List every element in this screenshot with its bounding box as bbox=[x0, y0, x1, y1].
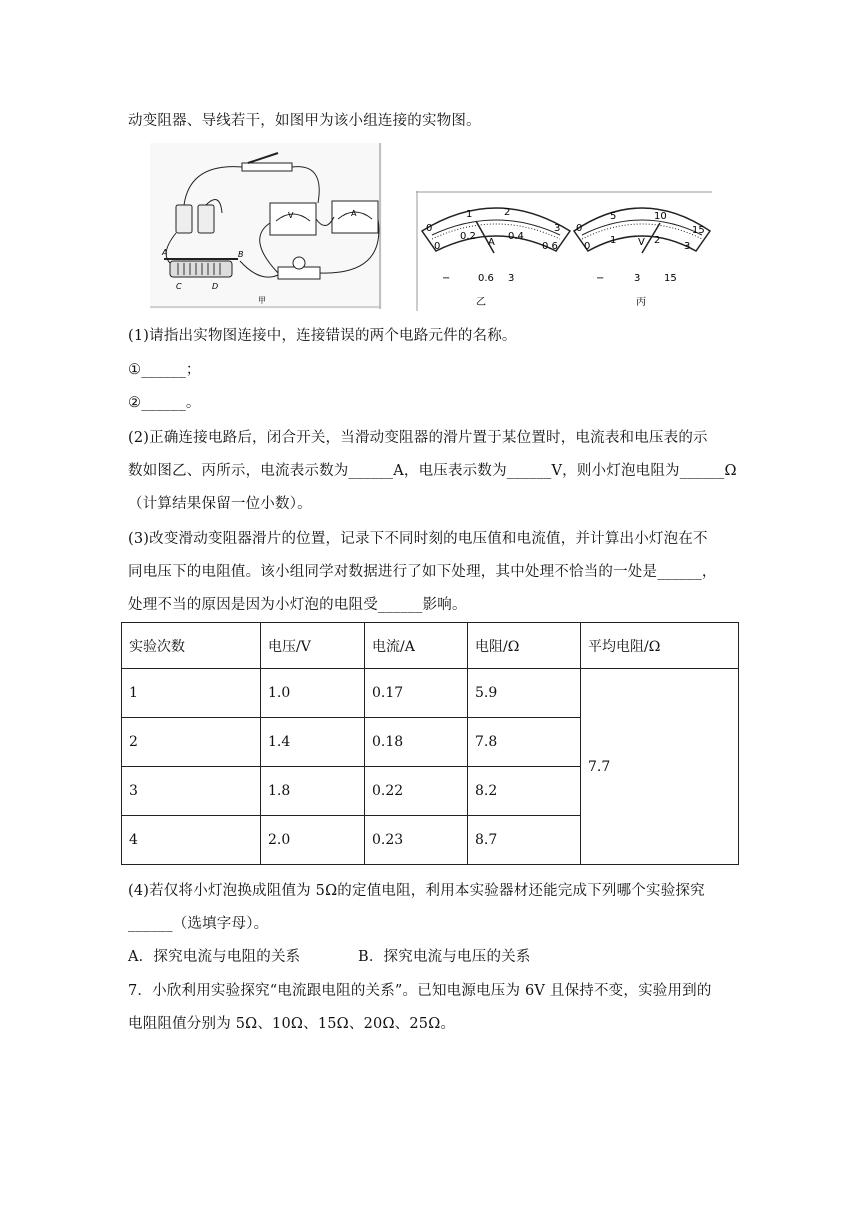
table-cell: 1 bbox=[122, 669, 261, 718]
table-cell: 0.18 bbox=[365, 718, 468, 767]
intro-text: 动变阻器、导线若干，如图甲为该小组连接的实物图。 bbox=[128, 113, 481, 129]
table-header: 平均电阻/Ω bbox=[581, 623, 739, 669]
q1-text: (1)请指出实物图连接中，连接错误的两个电路元件的名称。 bbox=[128, 328, 517, 344]
voltmeter-top-tick-1: 5 bbox=[610, 211, 617, 222]
voltmeter-top-tick-2: 10 bbox=[654, 211, 667, 222]
ammeter-terminal-3: 3 bbox=[508, 273, 515, 284]
table-cell: 0.23 bbox=[365, 816, 468, 865]
table-header: 电流/A bbox=[365, 623, 468, 669]
ammeter-bottom-tick-0: 0 bbox=[434, 241, 441, 252]
terminal-a-label: A bbox=[162, 248, 168, 257]
table-cell: 2.0 bbox=[261, 816, 365, 865]
q3-line-2: 同电压下的电阻值。该小组同学对数据进行了如下处理，其中处理不恰当的一处是______， bbox=[128, 564, 717, 580]
figure-jia-label: 甲 bbox=[258, 296, 266, 305]
table-cell: 0.17 bbox=[365, 669, 468, 718]
q4-line-2: ______（选填字母）。 bbox=[128, 916, 269, 932]
figure-bing-label: 丙 bbox=[636, 297, 646, 308]
ammeter-bottom-tick-3: 0.6 bbox=[542, 241, 558, 252]
ammeter-terminal-06: 0.6 bbox=[478, 273, 494, 284]
q4-option-a: A．探究电流与电阻的关系 bbox=[128, 949, 301, 965]
voltmeter-terminal-15: 15 bbox=[664, 273, 677, 284]
ammeter-bottom-tick-2: 0.4 bbox=[508, 231, 524, 242]
voltmeter-terminal-3: 3 bbox=[634, 273, 641, 284]
q3-line-1: (3)改变滑动变阻器滑片的位置，记录下不同时刻的电压值和电流值，并计算出小灯泡在不 bbox=[128, 531, 708, 547]
ammeter-top-tick-1: 1 bbox=[466, 209, 473, 220]
voltmeter-bottom-tick-3: 3 bbox=[684, 241, 691, 252]
q7-line-1: 7．小欣利用实验探究“电流跟电阻的关系”。已知电源电压为 6V 且保持不变，实验用到的 bbox=[128, 983, 712, 999]
table-cell: 4 bbox=[122, 816, 261, 865]
voltmeter-top-tick-3: 15 bbox=[692, 225, 705, 236]
voltmeter-top-tick-0: 0 bbox=[576, 223, 583, 234]
voltmeter-bottom-tick-1: 1 bbox=[610, 235, 617, 246]
table-cell: 2 bbox=[122, 718, 261, 767]
terminal-b-label: B bbox=[238, 250, 244, 259]
voltmeter-terminal-minus: − bbox=[596, 273, 605, 284]
table-cell: 0.22 bbox=[365, 767, 468, 816]
q1-blank-1: ①______； bbox=[128, 362, 201, 378]
table-header: 电压/V bbox=[261, 623, 365, 669]
table-cell: 7.8 bbox=[468, 718, 581, 767]
q4-line-1: (4)若仅将小灯泡换成阻值为 5Ω的定值电阻，利用本实验器材还能完成下列哪个实验探究 bbox=[128, 883, 705, 899]
ammeter-letter: A bbox=[351, 209, 357, 218]
voltmeter-bottom-tick-2: 2 bbox=[654, 235, 661, 246]
data-table bbox=[121, 622, 739, 865]
terminal-d-label: D bbox=[212, 282, 219, 291]
ammeter-top-tick-2: 2 bbox=[504, 207, 511, 218]
table-row bbox=[122, 669, 739, 718]
terminal-c-label: C bbox=[176, 282, 182, 291]
average-resistance-cell: 7.7 bbox=[581, 669, 739, 865]
q2-line-1: (2)正确连接电路后，闭合开关，当滑动变阻器的滑片置于某位置时，电流表和电压表的示 bbox=[128, 430, 708, 446]
table-cell: 1.0 bbox=[261, 669, 365, 718]
ammeter-bottom-tick-1: 0.2 bbox=[460, 231, 476, 242]
ammeter-terminal-minus: − bbox=[442, 273, 451, 284]
table-cell: 8.7 bbox=[468, 816, 581, 865]
q2-line-3: （计算结果保留一位小数）。 bbox=[128, 496, 312, 512]
q4-option-b: B．探究电流与电压的关系 bbox=[358, 949, 531, 965]
figure-yi-label: 乙 bbox=[476, 297, 486, 308]
table-cell: 1.4 bbox=[261, 718, 365, 767]
q2-line-2: 数如图乙、丙所示，电流表示数为______A，电压表示数为______V，则小灯泡电阻为______Ω bbox=[128, 463, 737, 479]
table-header: 实验次数 bbox=[122, 623, 261, 669]
figure-meters bbox=[416, 191, 712, 311]
figure-jia-circuit bbox=[150, 143, 382, 309]
voltmeter-dial bbox=[574, 208, 710, 308]
table-cell: 1.8 bbox=[261, 767, 365, 816]
table-header-row bbox=[122, 623, 739, 669]
ammeter-dial bbox=[422, 207, 570, 308]
voltmeter-bottom-tick-0: 0 bbox=[584, 241, 591, 252]
ammeter-top-tick-0: 0 bbox=[426, 223, 433, 234]
ammeter-top-tick-3: 3 bbox=[554, 223, 561, 234]
q3-line-3: 处理不当的原因是因为小灯泡的电阻受______影响。 bbox=[128, 597, 467, 613]
q7-line-2: 电阻阻值分别为 5Ω、10Ω、15Ω、20Ω、25Ω。 bbox=[128, 1016, 456, 1032]
table-cell: 3 bbox=[122, 767, 261, 816]
table-cell: 5.9 bbox=[468, 669, 581, 718]
voltmeter-letter: V bbox=[288, 211, 294, 220]
table-header: 电阻/Ω bbox=[468, 623, 581, 669]
ammeter-unit: A bbox=[488, 237, 495, 248]
q1-blank-2: ②______。 bbox=[128, 395, 201, 411]
voltmeter-unit: V bbox=[638, 237, 645, 248]
table-cell: 8.2 bbox=[468, 767, 581, 816]
